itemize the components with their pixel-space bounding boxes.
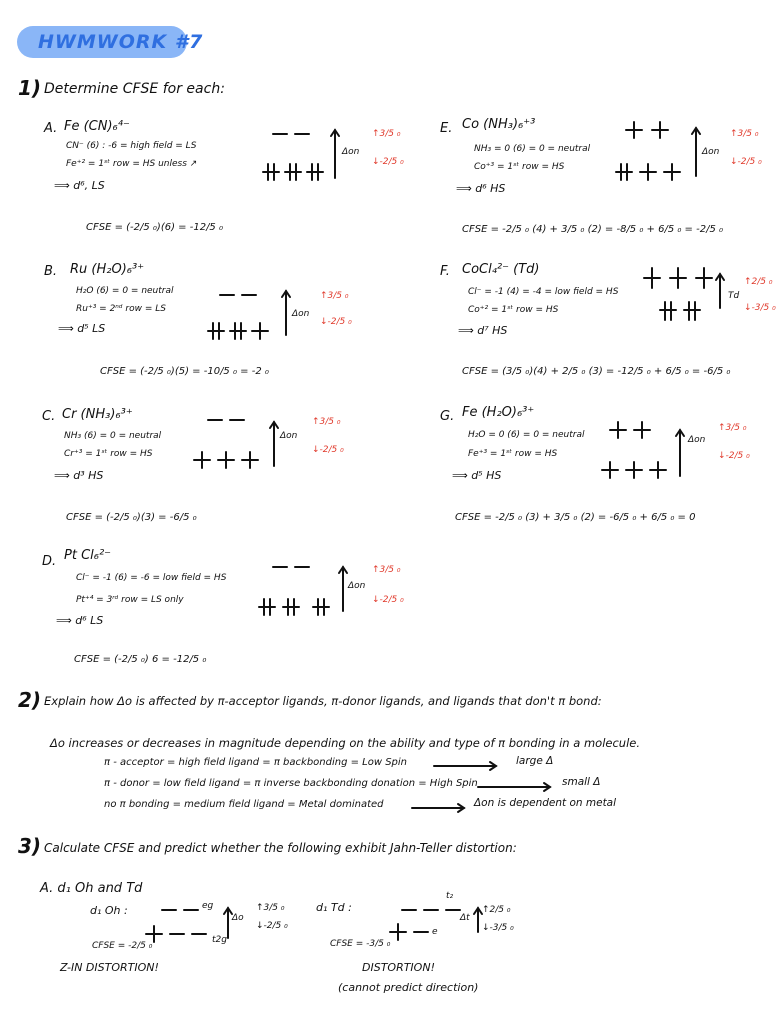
item-e-delta: Δon <box>702 147 720 157</box>
item-c-letter: C. <box>42 409 56 424</box>
q3-oh-delta: Δo <box>232 913 244 923</box>
q3-oh-eg: eg <box>202 901 214 911</box>
page-title: HWMWORK #7 <box>38 31 204 53</box>
item-b-line2: Ru⁺³ = 2ⁿᵈ row = LS <box>76 304 166 314</box>
item-f-cfse: CFSE = (3/5 ₀)(4) + 2/5 ₀ (3) = -12/5 ₀ + 6/5 ₀ = -6/5 ₀ <box>462 366 731 377</box>
q2-number: 2) <box>18 688 42 712</box>
q2-prompt: Explain how Δo is affected by π-acceptor ligands, π-donor ligands, and ligands that don't π bond: <box>44 694 602 708</box>
item-a-formula: Fe (CN)₆⁴⁻ <box>64 119 130 134</box>
item-e-energy-diagram <box>612 118 712 188</box>
q2-row2-right: small Δ <box>562 776 601 788</box>
item-e-formula: Co (NH₃)₆⁺³ <box>462 117 536 132</box>
q3-sub: A. d₁ Oh and Td <box>40 881 143 896</box>
item-f-line1: Cl⁻ = -1 (4) = -4 = low field = HS <box>468 287 619 297</box>
item-f-formula: CoCl₄²⁻ (Td) <box>462 262 540 277</box>
item-f-line3: ⟹ d⁷ HS <box>458 324 508 337</box>
q3-td-note: DISTORTION! <box>362 961 435 974</box>
item-f-down: ↓-3/5 ₀ <box>744 303 776 313</box>
item-e-line2: Co⁺³ = 1ˢᵗ row = HS <box>474 162 565 172</box>
item-c-energy-diagram <box>190 410 310 475</box>
item-b-up: ↑3/5 ₀ <box>320 291 349 301</box>
item-b-line1: H₂O (6) = 0 = neutral <box>76 286 174 296</box>
item-b-formula: Ru (H₂O)₆³⁺ <box>70 262 145 277</box>
item-a-letter: A. <box>44 121 58 136</box>
item-c-delta: Δon <box>280 431 298 441</box>
item-b-delta: Δon <box>292 309 310 319</box>
item-e-line1: NH₃ = 0 (6) = 0 = neutral <box>474 144 591 154</box>
item-g-formula: Fe (H₂O)₆³⁺ <box>462 405 535 420</box>
q3-prompt: Calculate CFSE and predict whether the following exhibit Jahn-Teller distortion: <box>44 841 517 855</box>
item-e-up: ↑3/5 ₀ <box>730 129 759 139</box>
q3-oh-down: ↓-2/5 ₀ <box>256 921 288 931</box>
item-g-letter: G. <box>440 409 455 424</box>
item-f-line2: Co⁺² = 1ˢᵗ row = HS <box>468 305 559 315</box>
item-b-down: ↓-2/5 ₀ <box>320 317 352 327</box>
q3-oh-up: ↑3/5 ₀ <box>256 903 285 913</box>
item-e-letter: E. <box>440 121 453 136</box>
q2-row1-right: large Δ <box>516 755 554 767</box>
item-a-line2: Fe⁺² = 1ˢᵗ row = HS unless ↗ <box>66 159 198 169</box>
item-d-delta: Δon <box>348 581 366 591</box>
item-d-line1: Cl⁻ = -1 (6) = -6 = low field = HS <box>76 573 227 583</box>
item-c-line2: Cr⁺³ = 1ˢᵗ row = HS <box>64 449 153 459</box>
item-e-down: ↓-2/5 ₀ <box>730 157 762 167</box>
item-a-line3: ⟹ d⁶, LS <box>54 179 105 192</box>
q3-oh-t2g: t2g <box>212 935 227 945</box>
q1-prompt: Determine CFSE for each: <box>44 81 225 97</box>
q3-oh-label: d₁ Oh : <box>90 904 128 917</box>
item-g-down: ↓-2/5 ₀ <box>718 451 750 461</box>
item-d-down: ↓-2/5 ₀ <box>372 595 404 605</box>
item-a-delta: Δon <box>342 147 360 157</box>
item-f-up: ↑2/5 ₀ <box>744 277 773 287</box>
item-f-letter: F. <box>440 264 450 279</box>
item-b-cfse: CFSE = (-2/5 ₀)(5) = -10/5 ₀ = -2 ₀ <box>100 366 269 377</box>
item-g-delta: Δon <box>688 435 706 445</box>
q1-number: 1) <box>18 76 42 100</box>
q2-lead: Δo increases or decreases in magnitude depending on the ability and type of π bonding in a molecule. <box>50 736 641 750</box>
q3-td-note2: (cannot predict direction) <box>338 981 479 994</box>
item-f-delta: Td <box>728 291 740 301</box>
item-e-line3: ⟹ d⁶ HS <box>456 182 506 195</box>
item-g-cfse: CFSE = -2/5 ₀ (3) + 3/5 ₀ (2) = -6/5 ₀ + 6/5 ₀ = 0 <box>455 512 696 523</box>
q2-row1-left: π - acceptor = high field ligand = π backbonding = Low Spin <box>104 757 408 768</box>
item-b-line3: ⟹ d⁵ LS <box>58 322 106 335</box>
q2-row3-left: no π bonding = medium field ligand = Metal dominated <box>104 799 384 810</box>
item-d-cfse: CFSE = (-2/5 ₀) 6 = -12/5 ₀ <box>74 654 207 665</box>
item-d-letter: D. <box>42 554 57 569</box>
item-a-down: ↓-2/5 ₀ <box>372 157 404 167</box>
item-c-cfse: CFSE = (-2/5 ₀)(3) = -6/5 ₀ <box>66 512 197 523</box>
q3-oh-note: Z-IN DISTORTION! <box>60 961 159 974</box>
item-g-up: ↑3/5 ₀ <box>718 423 747 433</box>
q3-td-delta: Δt <box>460 913 470 923</box>
item-c-down: ↓-2/5 ₀ <box>312 445 344 455</box>
item-e-cfse: CFSE = -2/5 ₀ (4) + 3/5 ₀ (2) = -8/5 ₀ + 6/5 ₀ = -2/5 ₀ <box>462 224 724 235</box>
item-a-cfse: CFSE = (-2/5 ₀)(6) = -12/5 ₀ <box>86 222 223 233</box>
q3-td-down: ↓-3/5 ₀ <box>482 923 514 933</box>
item-a-up: ↑3/5 ₀ <box>372 129 401 139</box>
q2-row2-left: π - donor = low field ligand = π inverse backbonding donation = High Spin <box>104 778 478 789</box>
q3-td-label: d₁ Td : <box>316 901 352 914</box>
item-d-line3: ⟹ d⁶ LS <box>56 614 104 627</box>
q2-row2-arrow <box>476 781 556 793</box>
q3-td-up: ↑2/5 ₀ <box>482 905 511 915</box>
item-c-formula: Cr (NH₃)₆³⁺ <box>62 407 133 422</box>
item-g-line3: ⟹ d⁵ HS <box>452 469 502 482</box>
item-c-up: ↑3/5 ₀ <box>312 417 341 427</box>
q2-row3-right: Δon is dependent on metal <box>474 797 617 809</box>
item-d-formula: Pt Cl₆²⁻ <box>64 548 112 563</box>
item-b-letter: B. <box>44 264 58 279</box>
item-g-line1: H₂O = 0 (6) = 0 = neutral <box>468 430 585 440</box>
q2-row3-arrow <box>410 802 470 814</box>
q3-oh-diagram <box>140 900 250 950</box>
item-c-line1: NH₃ (6) = 0 = neutral <box>64 431 162 441</box>
q3-number: 3) <box>18 834 42 858</box>
item-d-line2: Pt⁺⁴ = 3ʳᵈ row = LS only <box>76 595 184 605</box>
q3-td-t2: t₂ <box>446 891 454 901</box>
q2-row1-arrow <box>432 760 502 772</box>
item-c-line3: ⟹ d³ HS <box>54 469 104 482</box>
q3-td-diagram <box>380 898 490 948</box>
item-a-line1: CN⁻ (6) : -6 = high field = LS <box>66 141 197 151</box>
item-g-line2: Fe⁺³ = 1ˢᵗ row = HS <box>468 449 558 459</box>
item-d-up: ↑3/5 ₀ <box>372 565 401 575</box>
q3-td-cfse: CFSE = -3/5 ₀ <box>330 939 391 949</box>
q3-td-e: e <box>432 927 438 937</box>
q3-oh-cfse: CFSE = -2/5 ₀ <box>92 941 153 951</box>
item-g-energy-diagram <box>598 418 708 488</box>
